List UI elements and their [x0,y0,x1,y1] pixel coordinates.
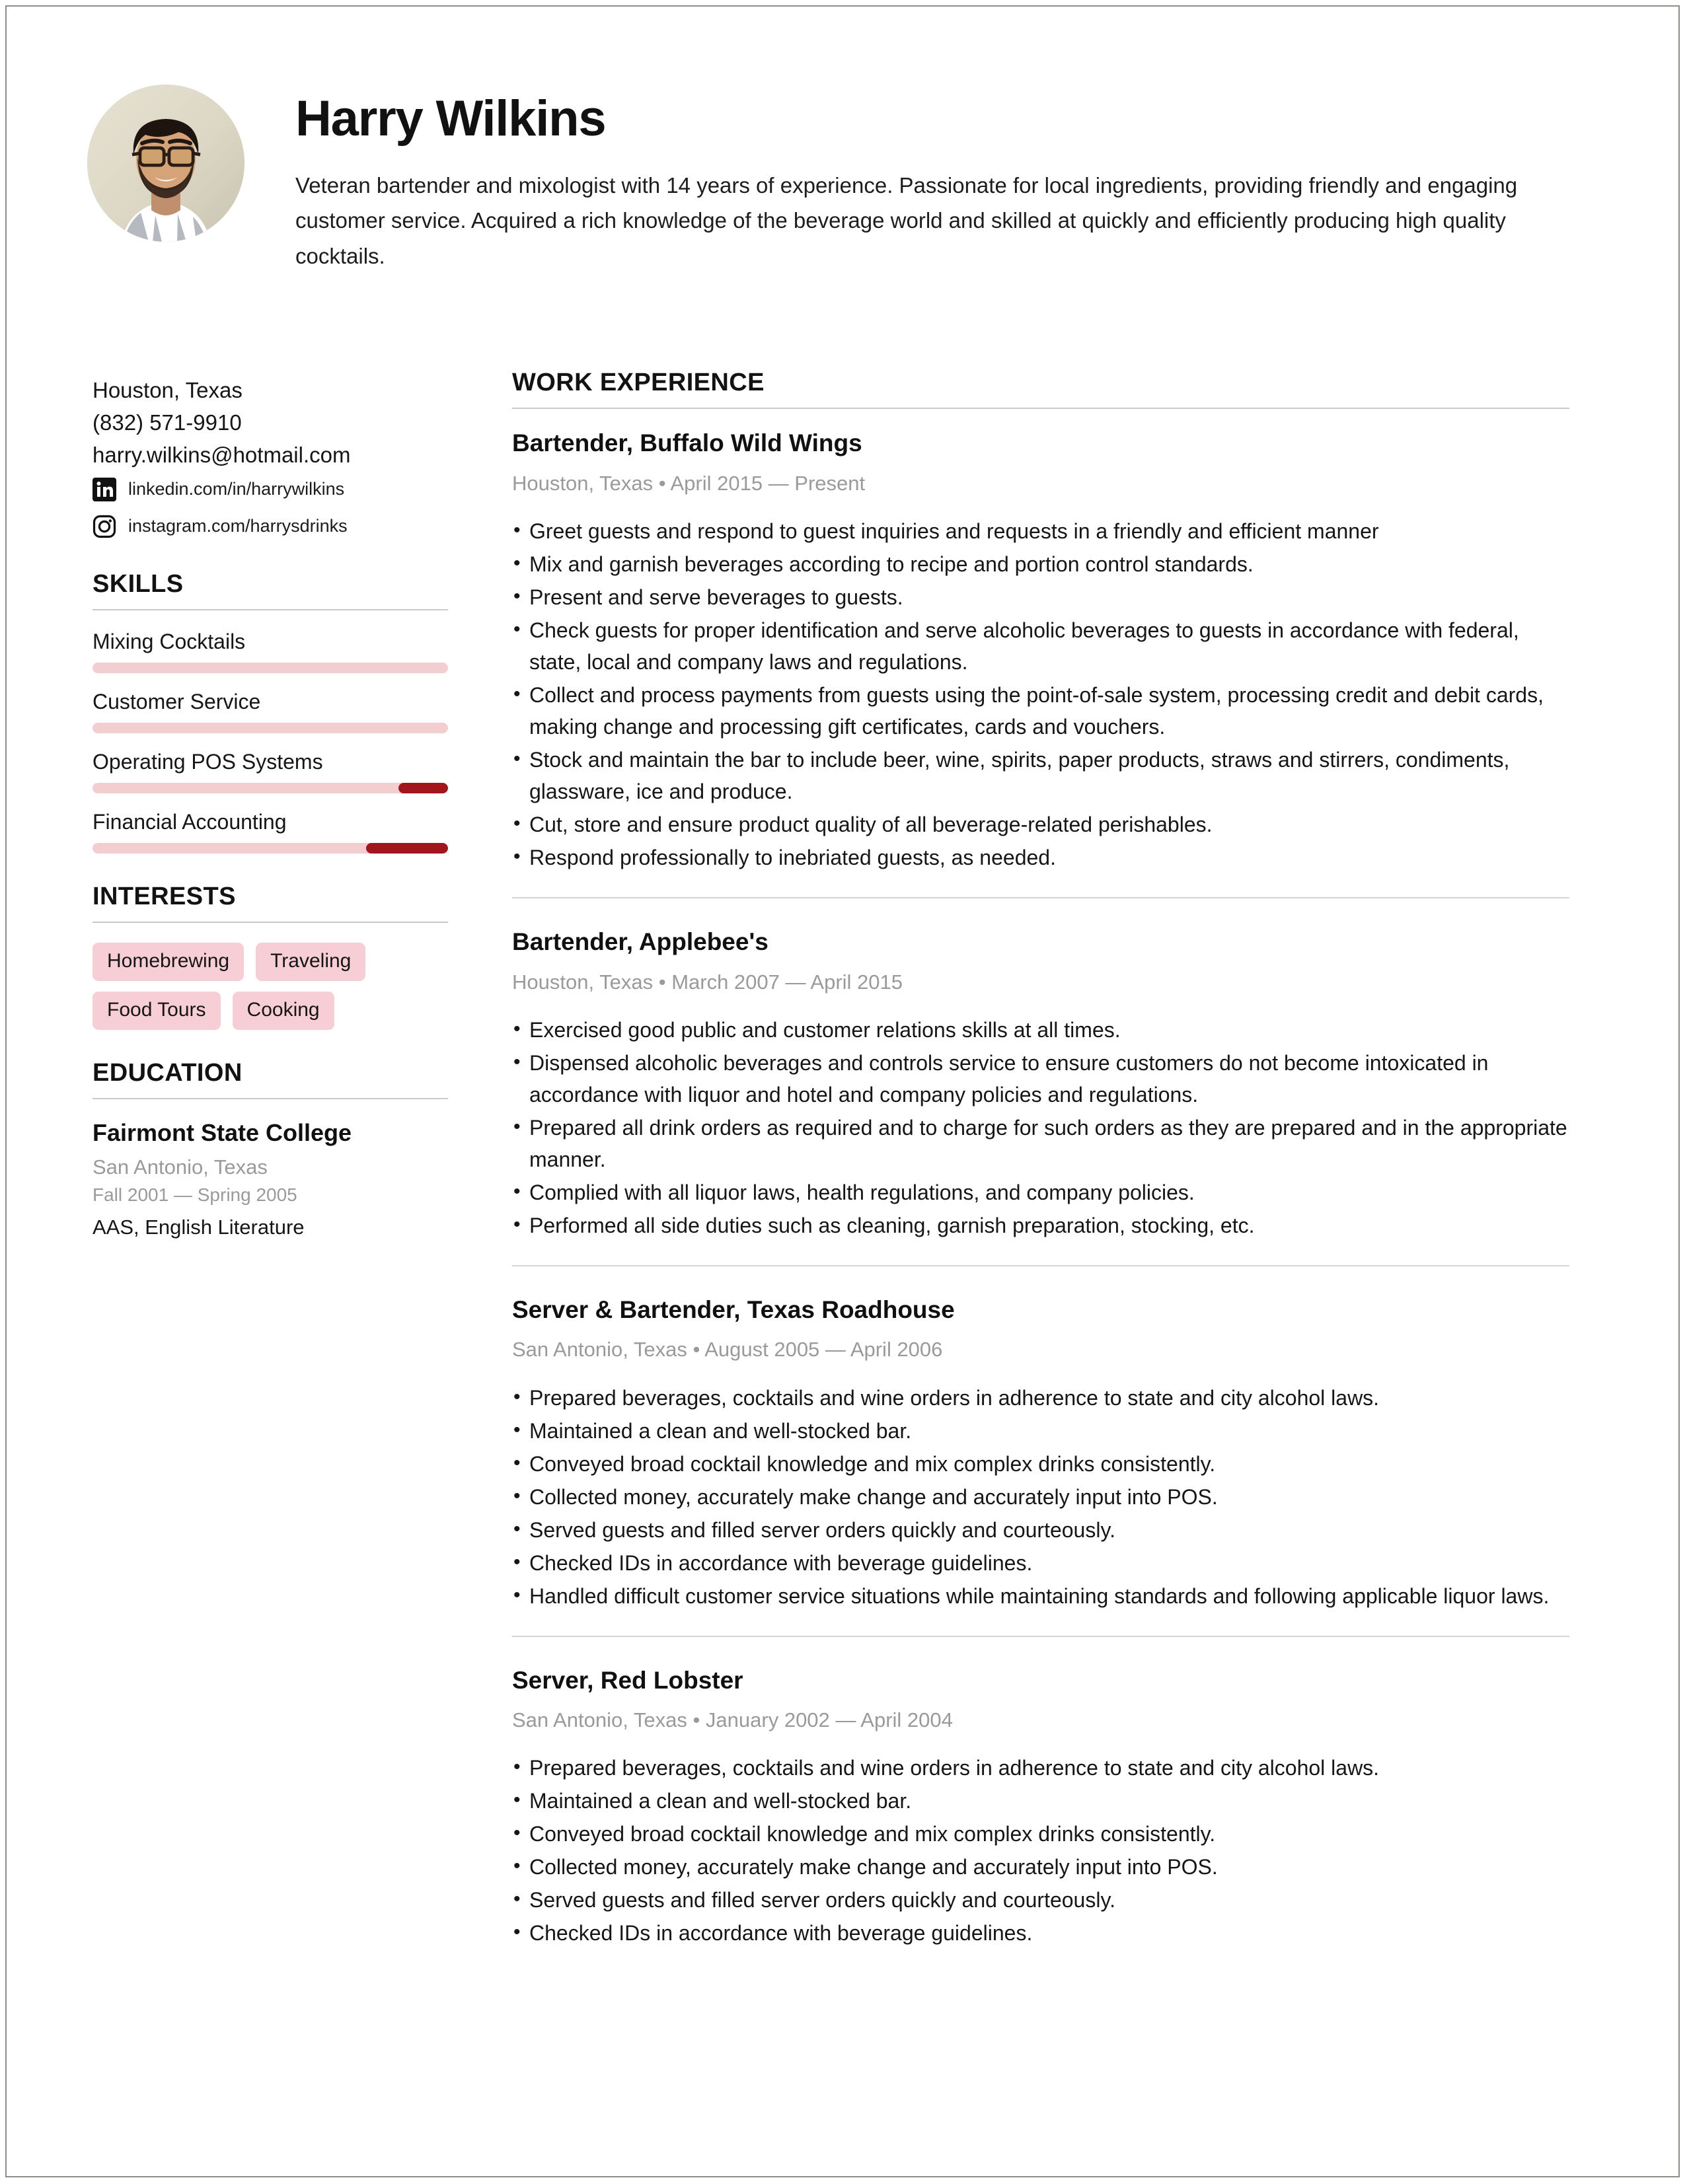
interests-section [93,883,448,1030]
skill-item [93,811,448,854]
interests-section-title: INTERESTS [93,883,236,911]
job-bullets [512,1752,1569,1949]
skill-level-bar [93,843,448,854]
instagram-url: instagram.com/harrysdrinks [128,516,348,536]
skill-level-fill [398,783,448,793]
job-bullet: • Prepared beverages, cocktails and wine orders in adherence to state and city alcohol laws. [512,1752,1569,1784]
job-bullet: • Conveyed broad cocktail knowledge and mix complex drinks consistently. [512,1818,1569,1850]
education-degree: AAS, English Literature [93,1215,305,1239]
job-entry [512,1636,1569,1973]
job-bullet: • Mix and garnish beverages according to recipe and portion control standards. [512,548,1569,580]
job-bullet: • Present and serve beverages to guests. [512,581,1569,613]
contact-phone[interactable]: (832) 571-9910 [93,410,242,435]
resume-sheet [7,7,1678,2176]
main-column [512,369,1569,1973]
job-bullets [512,1382,1569,1612]
job-title: Bartender, Applebee's [512,928,769,955]
job-meta: San Antonio, Texas • January 2002 — April 2004 [512,1708,953,1732]
skill-level-bar [93,783,448,793]
job-title: Bartender, Buffalo Wild Wings [512,429,862,456]
contact-email[interactable]: harry.wilkins@hotmail.com [93,442,351,467]
job-bullets [512,515,1569,873]
section-divider [93,922,448,923]
education-section-title: EDUCATION [93,1059,243,1087]
interest-tag: Homebrewing [93,943,244,981]
skills-section-title: SKILLS [93,569,184,598]
job-bullet: • Respond professionally to inebriated guests, as needed. [512,842,1569,873]
job-entry [512,897,1569,1265]
instagram-icon [93,515,116,538]
skill-level-fill [366,843,448,854]
linkedin-url: linkedin.com/in/harrywilkins [128,479,345,499]
skill-item [93,630,448,673]
job-bullet: • Served guests and filled server orders quickly and courteously. [512,1884,1569,1916]
job-bullet: • Maintained a clean and well-stocked bar. [512,1785,1569,1817]
skill-label: Mixing Cocktails [93,629,246,653]
profile-photo-icon [87,85,244,242]
job-meta: Houston, Texas • March 2007 — April 2015 [512,970,903,994]
skill-item [93,750,448,793]
job-bullet: • Checked IDs in accordance with beverage guidelines. [512,1547,1569,1579]
linkedin-icon [93,478,116,501]
skill-label: Financial Accounting [93,810,287,834]
job-bullet: • Greet guests and respond to guest inquiries and requests in a friendly and efficient manner [512,515,1569,547]
education-dates: Fall 2001 — Spring 2005 [93,1184,297,1206]
education-list [93,1119,448,1241]
skills-section [93,570,448,854]
resume-header [87,85,1561,273]
education-school: Fairmont State College [93,1119,352,1147]
job-bullet: • Collect and process payments from guests using the point-of-sale system, processing credit and debit cards, making change and processing gift certificates, cards and vouchers. [512,679,1569,743]
job-title: Server, Red Lobster [512,1666,743,1694]
sidebar [93,377,448,1270]
summary-paragraph: Veteran bartender and mixologist with 14 years of experience. Passionate for local ingredients, providing friendly and engaging customer service. Acquired a rich knowledge of the beverage world and skilled at quickly and efficiently producing high quality cocktails. [295,173,1518,268]
education-entry [93,1119,448,1241]
job-bullet: • Handled difficult customer service situations while maintaining standards and following applicable liquor laws. [512,1580,1569,1612]
job-meta: San Antonio, Texas • August 2005 — April 2006 [512,1338,943,1362]
job-bullet: • Collected money, accurately make change and accurately input into POS. [512,1481,1569,1513]
skill-item [93,690,448,733]
interest-tag: Cooking [233,992,334,1030]
skill-label: Operating POS Systems [93,750,323,774]
skills-list [93,630,448,854]
job-bullet: • Cut, store and ensure product quality of all beverage-related perishables. [512,809,1569,840]
job-bullets [512,1014,1569,1241]
job-title: Server & Bartender, Texas Roadhouse [512,1295,955,1323]
job-bullet: • Conveyed broad cocktail knowledge and mix complex drinks consistently. [512,1448,1569,1480]
job-bullet: • Complied with all liquor laws, health regulations, and company policies. [512,1177,1569,1208]
skill-level-bar [93,663,448,673]
job-bullet: • Collected money, accurately make change and accurately input into POS. [512,1851,1569,1883]
job-meta: Houston, Texas • April 2015 — Present [512,471,866,495]
avatar [87,85,244,242]
work-section-title: WORK EXPERIENCE [512,369,765,396]
job-bullet: • Served guests and filled server orders quickly and courteously. [512,1514,1569,1546]
job-bullet: • Check guests for proper identification and serve alcoholic beverages to guests in accordance with federal, state, local and company laws and regulations. [512,614,1569,678]
skill-level-bar [93,723,448,733]
section-divider [93,609,448,610]
job-bullet: • Prepared all drink orders as required and to charge for such orders as they are prepared and in the appropriate manner. [512,1112,1569,1175]
header-text [295,85,1561,273]
social-link-instagram[interactable] [93,515,448,538]
job-entry [512,1265,1569,1636]
job-bullet: • Prepared beverages, cocktails and wine orders in adherence to state and city alcohol laws. [512,1382,1569,1414]
job-entry [512,429,1569,897]
work-experience-list [512,429,1569,1973]
contact-location: Houston, Texas [93,378,243,402]
resume-page [5,5,1680,2177]
skill-label: Customer Service [93,689,261,713]
interests-list [93,943,448,1030]
page-title: Harry Wilkins [295,91,606,147]
education-section [93,1059,448,1241]
job-bullet: • Maintained a clean and well-stocked bar. [512,1415,1569,1447]
job-bullet: • Performed all side duties such as cleaning, garnish preparation, stocking, etc. [512,1210,1569,1241]
education-location: San Antonio, Texas [93,1155,268,1179]
job-bullet: • Dispensed alcoholic beverages and controls service to ensure customers do not become intoxicated in accordance with liquor and hotel and company policies and regulations. [512,1047,1569,1110]
contact-block [93,377,448,538]
social-link-linkedin[interactable] [93,478,448,501]
interest-tag: Traveling [256,943,365,981]
job-bullet: • Checked IDs in accordance with beverage guidelines. [512,1917,1569,1949]
section-divider [512,408,1569,409]
interest-tag: Food Tours [93,992,221,1030]
section-divider [93,1098,448,1099]
job-bullet: • Stock and maintain the bar to include beer, wine, spirits, paper products, straws and stirrers, condiments, glassware, ice and produce. [512,744,1569,807]
job-bullet: • Exercised good public and customer relations skills at all times. [512,1014,1569,1046]
